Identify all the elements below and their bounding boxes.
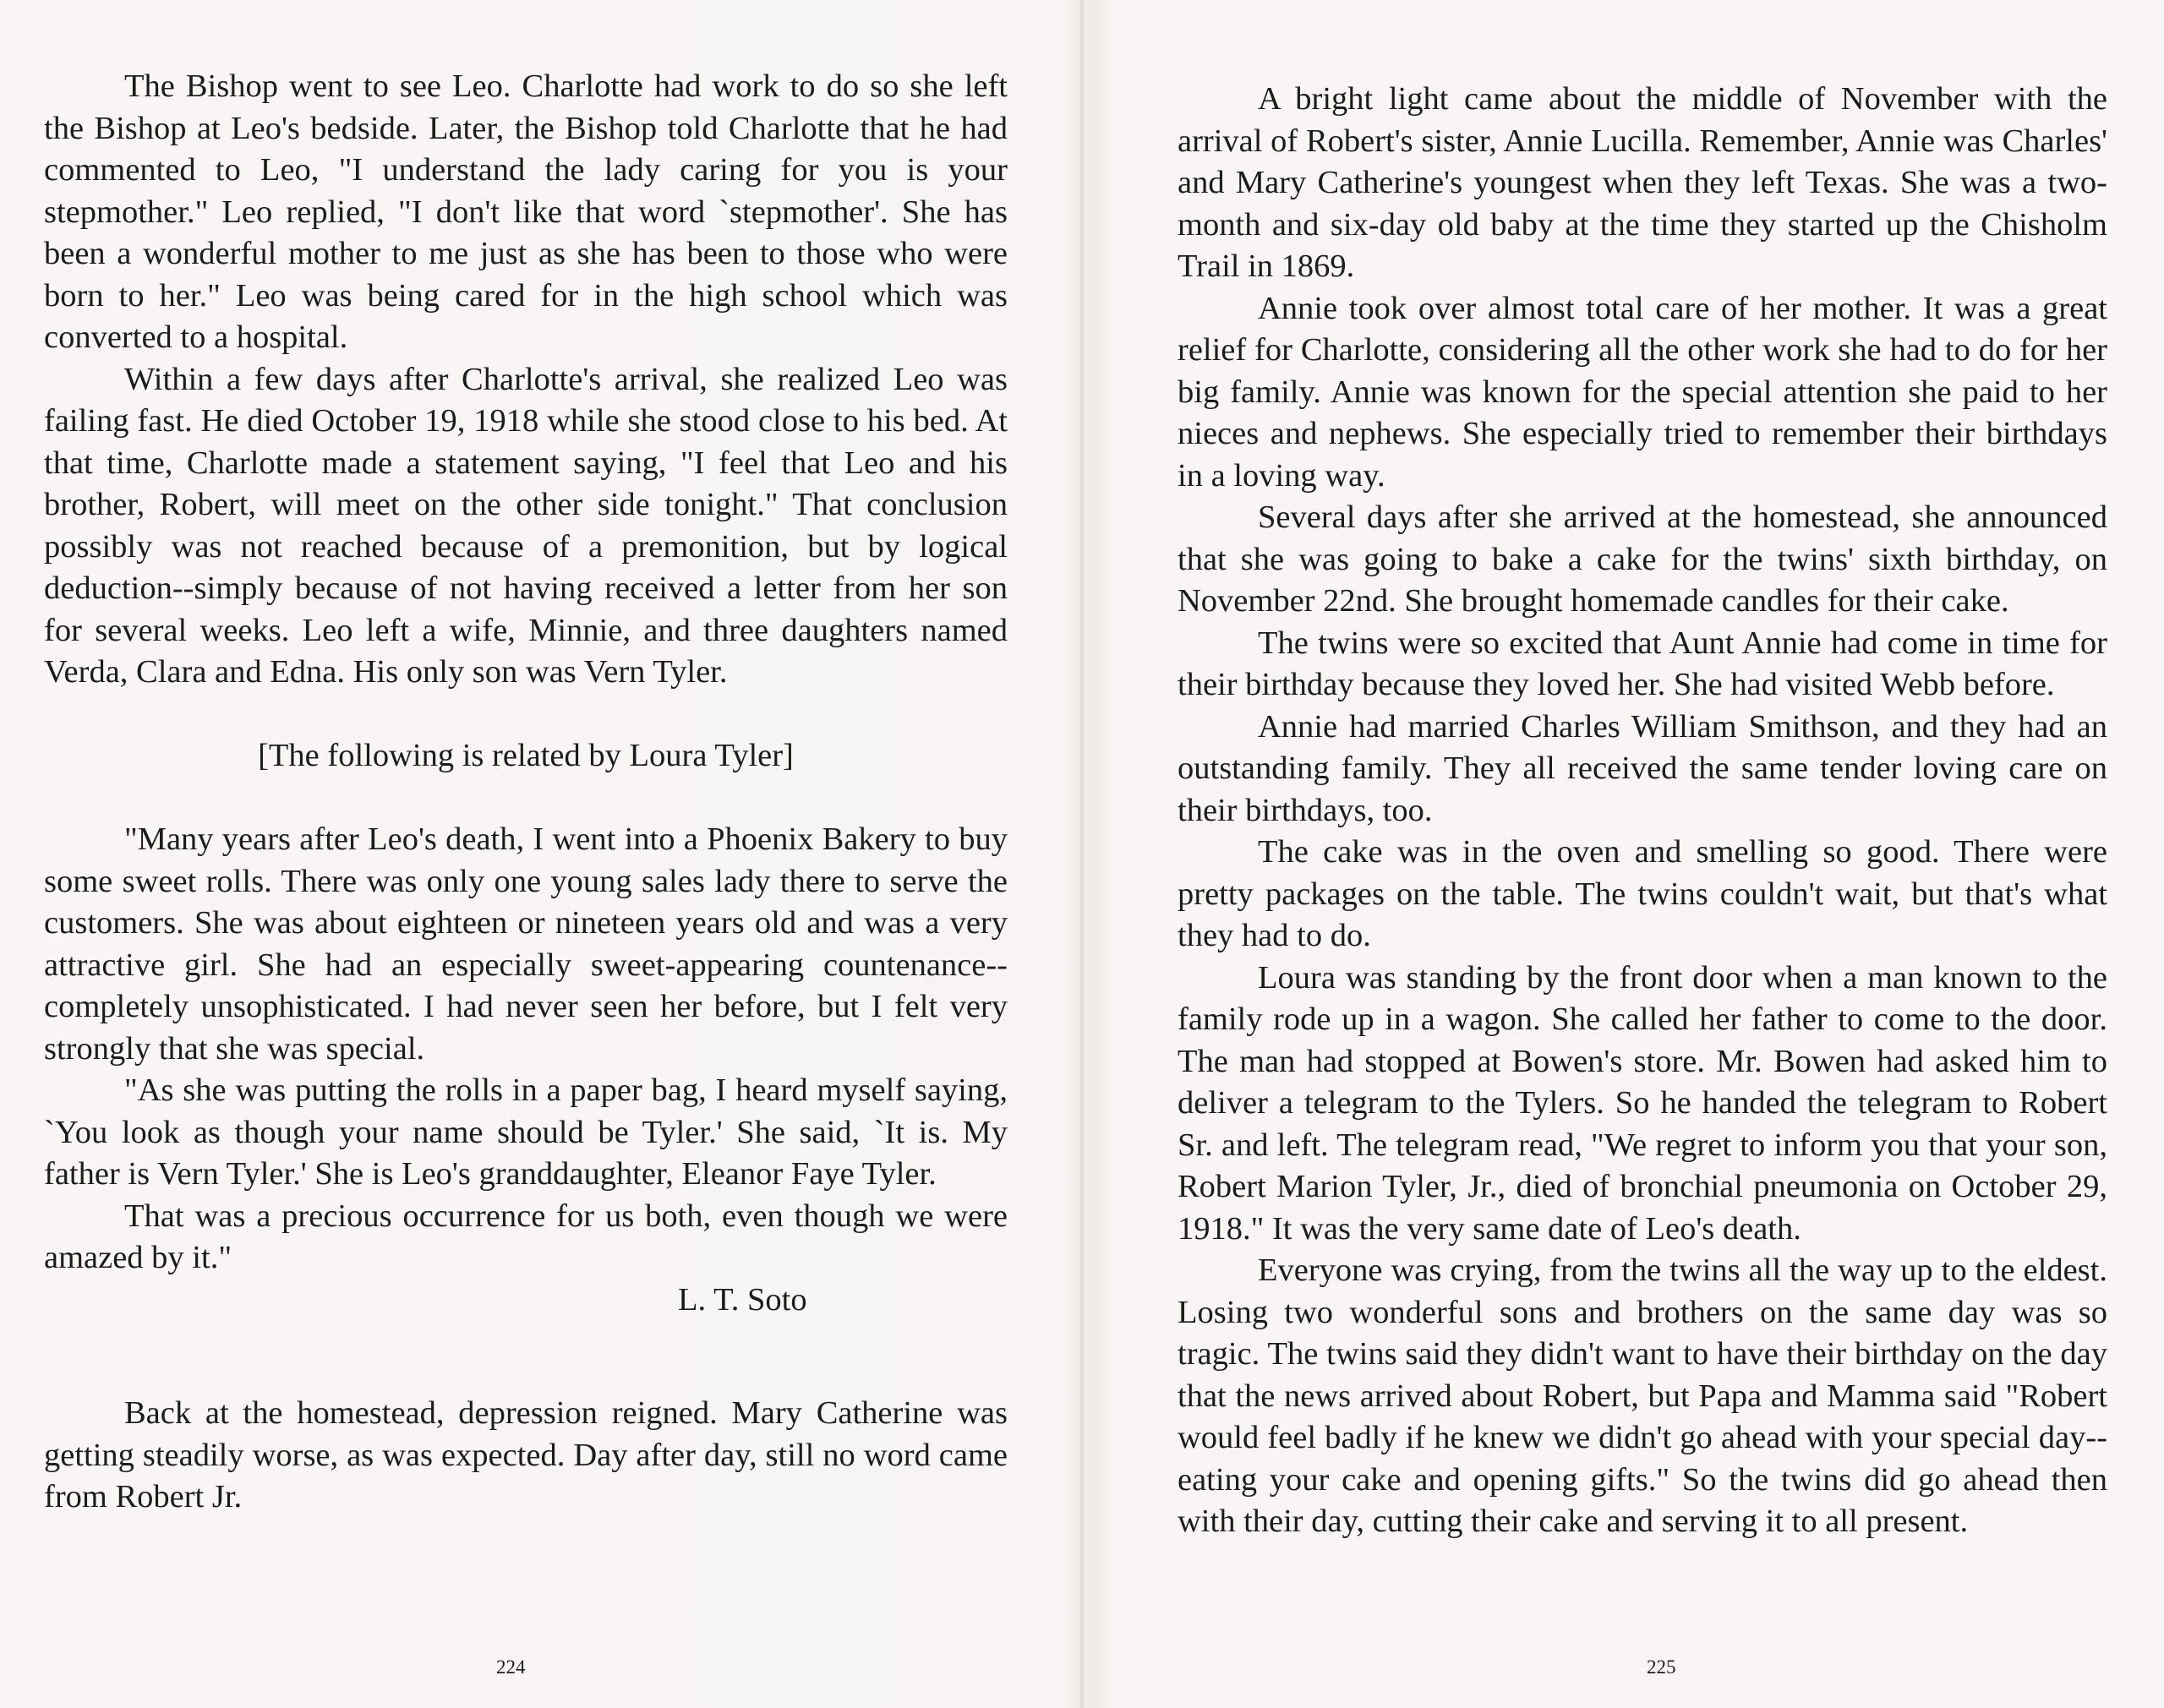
- bracket-note: [The following is related by Loura Tyler]: [258, 737, 794, 773]
- paragraph: Annie had married Charles William Smithson, and they had an outstanding family. They all received the same tender loving care on their birthdays, too.: [1178, 708, 2107, 828]
- paragraph: The Bishop went to see Leo. Charlotte had work to do so she left the Bishop at Leo's bedside. Later, the Bishop told Charlotte that he had commented to Leo, "I understand the lady caring for you is your stepmother." Leo replied, "I don't like that word `stepmother'. She has been a wonderful mother to me just as she has been to those who were born to her." Leo was being cared for in the high school which was converted to a hospital.: [44, 68, 1008, 355]
- page-number: 224: [496, 1656, 526, 1678]
- paragraph: Several days after she arrived at the homestead, she announced that she was going to bake a cake for the twins' sixth birthday, on November 22nd. She brought homemade candles for their cake.: [1178, 499, 2107, 619]
- right-page: [1085, 0, 2164, 1708]
- signature: L. T. Soto: [678, 1281, 807, 1318]
- right-page-text: [1178, 79, 2107, 1543]
- page-number: 225: [1647, 1656, 1676, 1678]
- quote-paragraph: "Many years after Leo's death, I went into a Phoenix Bakery to buy some sweet rolls. There was only one young sales lady there to serve the customers. She was about eighteen or nineteen years old and was a very attractive girl. She had an especially sweet-appearing countenance--completely unsophisticated. I had never seen her before, but I felt very strongly that she was special.: [44, 821, 1008, 1067]
- left-page-text: [44, 66, 1008, 1519]
- closing-paragraph: Back at the homestead, depression reigned. Mary Catherine was getting steadily worse, as was expected. Day after day, still no word came from Robert Jr.: [44, 1395, 1008, 1514]
- left-page: [0, 0, 1079, 1708]
- paragraph: Within a few days after Charlotte's arrival, she realized Leo was failing fast. He died October 19, 1918 while she stood close to his bed. At that time, Charlotte made a statement saying, "I feel that Leo and his brother, Robert, will meet on the other side tonight." That conclusion possibly was not reached because of a premonition, but by logical deduction--simply because of not having received a letter from her son for several weeks. Leo left a wife, Minnie, and three daughters named Verda, Clara and Edna. His only son was Vern Tyler.: [44, 361, 1008, 690]
- paragraph: The twins were so excited that Aunt Annie had come in time for their birthday because they loved her. She had visited Webb before.: [1178, 625, 2107, 702]
- paragraph: Everyone was crying, from the twins all the way up to the eldest. Losing two wonderful sons and brothers on the same day was so tragic. The twins said they didn't want to have their birthday on the day that the news arrived about Robert, but Papa and Mamma said "Robert would feel badly if he knew we didn't go ahead with your special day--eating your cake and opening gifts." So the twins did go ahead then with their day, cutting their cake and serving it to all present.: [1178, 1252, 2107, 1539]
- paragraph: The cake was in the oven and smelling so good. There were pretty packages on the table. The twins couldn't wait, but that's what they had to do.: [1178, 834, 2107, 953]
- quote-paragraph: "As she was putting the rolls in a paper bag, I heard myself saying, `You look as though your name should be Tyler.' She said, `It is. My father is Vern Tyler.' She is Leo's granddaughter, Eleanor Faye Tyler.: [44, 1072, 1008, 1192]
- quote-paragraph: That was a precious occurrence for us both, even though we were amazed by it.": [44, 1198, 1008, 1275]
- paragraph: Annie took over almost total care of her mother. It was a great relief for Charlotte, considering all the other work she had to do for her big family. Annie was known for the special attention she paid to her nieces and nephews. She especially tried to remember their birthdays in a loving way.: [1178, 290, 2107, 494]
- paragraph: Loura was standing by the front door when a man known to the family rode up in a wagon. She called her father to come to the door. The man had stopped at Bowen's store. Mr. Bowen had asked him to deliver a telegram to the Tylers. So he handed the telegram to Robert Sr. and left. The telegram read, "We regret to inform you that your son, Robert Marion Tyler, Jr., died of bronchial pneumonia on October 29, 1918." It was the very same date of Leo's death.: [1178, 959, 2107, 1247]
- paragraph: A bright light came about the middle of November with the arrival of Robert's sister, Annie Lucilla. Remember, Annie was Charles' and Mary Catherine's youngest when they left Texas. She was a two-month and six-day old baby at the time they started up the Chisholm Trail in 1869.: [1178, 81, 2107, 284]
